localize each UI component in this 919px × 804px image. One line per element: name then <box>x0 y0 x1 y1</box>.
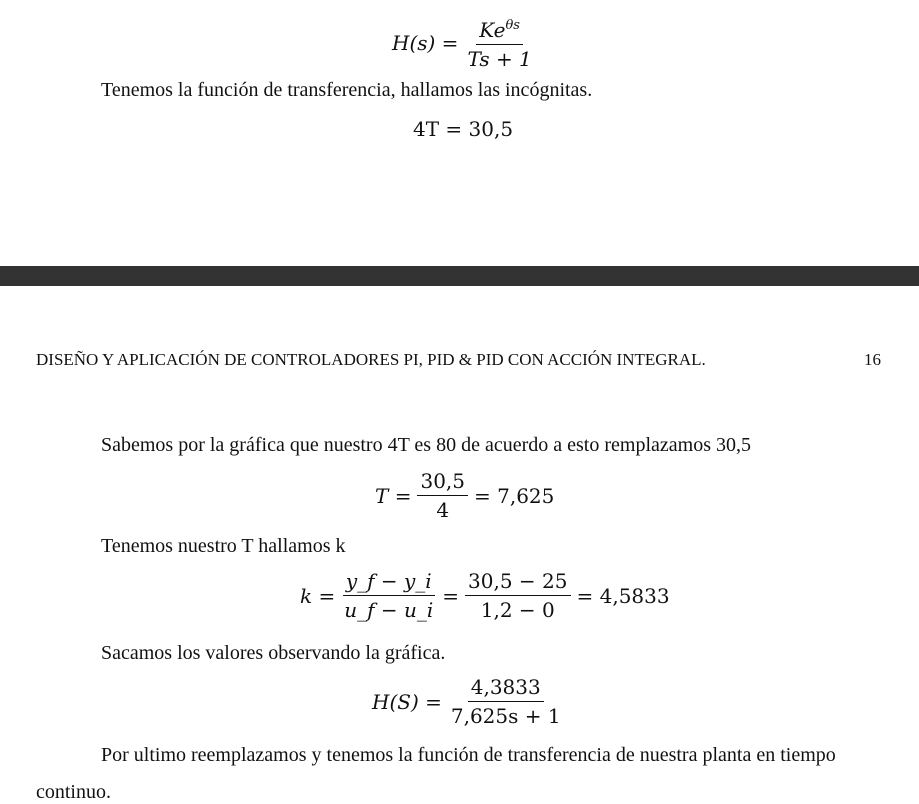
paragraph-final-line2: continuo. <box>36 781 111 803</box>
equation-lhs: k = <box>300 583 336 608</box>
equals-sign: = <box>442 583 460 608</box>
paragraph-grafica: Sabemos por la gráfica que nuestro 4T es 80 de acuerdo a esto remplazamos 30,5 <box>101 434 751 456</box>
fraction-denominator: Ts + 1 <box>467 47 532 71</box>
page-separator <box>0 266 919 286</box>
equation-t <box>375 469 554 522</box>
equation-rhs: = 7,625 <box>474 483 555 508</box>
numerator-exponent: θs <box>505 18 520 33</box>
fraction-denominator: 4 <box>436 498 450 522</box>
equation-lhs: H(S) = <box>372 689 442 714</box>
fraction-numerator: 30,5 − 25 <box>465 569 570 596</box>
fraction <box>464 14 534 71</box>
page-number: 16 <box>864 350 881 369</box>
equation-4t: 4T = 30,5 <box>413 117 514 141</box>
fraction-denominator: 7,625s + 1 <box>450 704 561 728</box>
numerator-base: Ke <box>479 18 506 42</box>
fraction-denominator: 1,2 − 0 <box>480 598 555 622</box>
fraction-numerator: 4,3833 <box>468 675 544 702</box>
equation-k <box>300 569 670 622</box>
fraction-denominator: u_f − u_i <box>344 598 434 622</box>
paragraph-t: Tenemos nuestro T hallamos k <box>101 535 346 557</box>
fraction <box>448 675 564 728</box>
equation-lhs: H(s) = <box>392 30 459 55</box>
fraction-numerator <box>476 14 523 45</box>
equation-lhs: T = <box>375 483 412 508</box>
paragraph-transfer: Tenemos la función de transferencia, hallamos las incógnitas. <box>101 79 593 101</box>
paragraph-valores: Sacamos los valores observando la gráfica. <box>101 642 446 664</box>
transfer-function-equation <box>392 14 535 71</box>
fraction-symbolic <box>341 569 436 622</box>
paragraph-final-line1: Por ultimo reemplazamos y tenemos la función de transferencia de nuestra planta en tiempo <box>101 744 836 766</box>
fraction <box>417 469 468 522</box>
equation-rhs: = 4,5833 <box>576 583 670 608</box>
fraction-numeric <box>465 569 570 622</box>
equation-h <box>372 675 564 728</box>
fraction-numerator: y_f − y_i <box>343 569 435 596</box>
running-header-title: DISEÑO Y APLICACIÓN DE CONTROLADORES PI, PID & PID CON ACCIÓN INTEGRAL. <box>36 350 706 369</box>
fraction-numerator: 30,5 <box>417 469 468 496</box>
